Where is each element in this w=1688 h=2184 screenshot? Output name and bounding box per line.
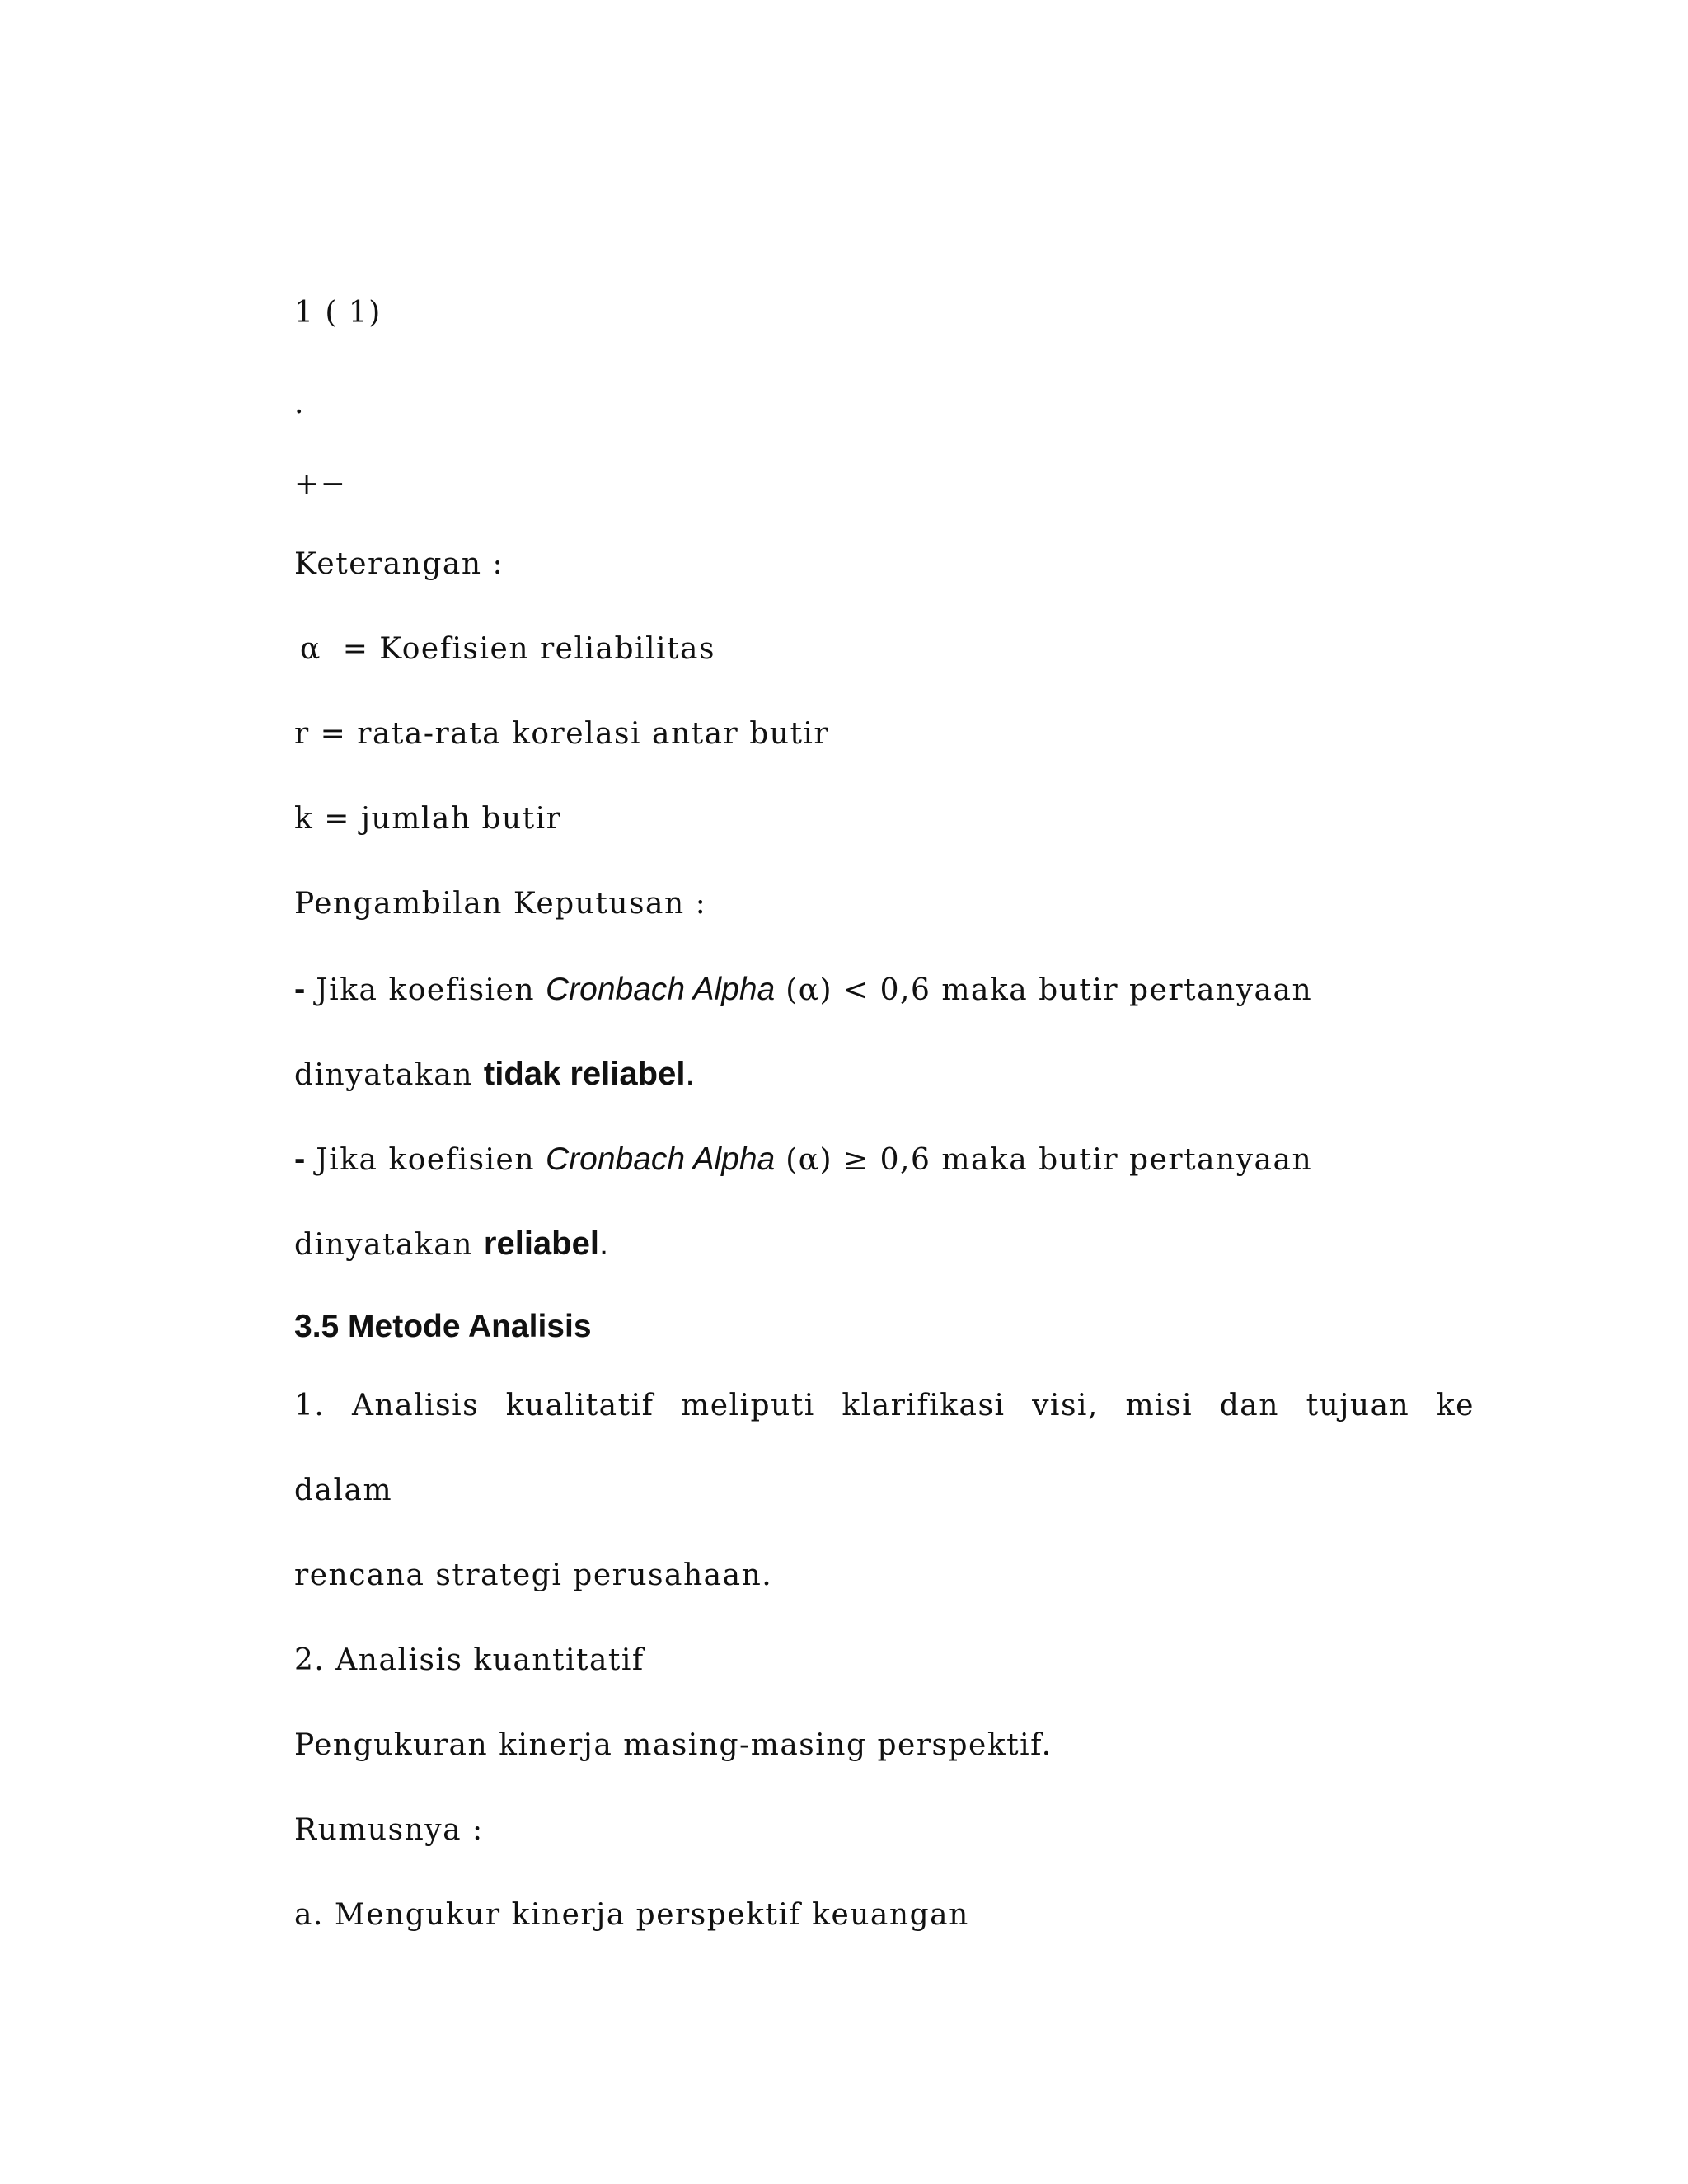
decision-title: Pengambilan Keputusan :: [294, 887, 707, 921]
formula-line-1: 1 ( 1): [294, 296, 382, 330]
item-1-word: 1.: [294, 1389, 326, 1422]
item-1-word: meliputi: [681, 1389, 815, 1422]
decision-rule-1-continuation: [294, 1056, 695, 1094]
rule-1-term: Cronbach Alpha: [546, 972, 776, 1007]
section-item-2-description: Pengukuran kinerja masing-masing perspektif.: [294, 1728, 1053, 1762]
item-1-word: kualitatif: [505, 1389, 654, 1422]
decision-rule-2-continuation: [294, 1226, 608, 1263]
item-1-word: tujuan: [1306, 1389, 1410, 1422]
rule-2-lead: Jika koefisien: [305, 1143, 546, 1177]
rule-2-condition: (α) ≥ 0,6 maka butir pertanyaan: [775, 1143, 1313, 1177]
rule-1-condition: (α) < 0,6 maka butir pertanyaan: [775, 973, 1313, 1007]
rule-1-cont: dinyatakan: [294, 1058, 484, 1092]
decision-rule-1: [294, 971, 1312, 1009]
item-1-word: ke: [1436, 1389, 1475, 1422]
formula-label: Rumusnya :: [294, 1813, 484, 1847]
legend-alpha-definition: α = Koefisien reliabilitas: [300, 632, 715, 666]
decision-rule-2: [294, 1141, 1312, 1179]
rule-2-dash: -: [294, 1141, 306, 1177]
section-item-a: a. Mengukur kinerja perspektif keuangan: [294, 1898, 969, 1932]
rule-2-term: Cronbach Alpha: [546, 1141, 776, 1177]
rule-1-end: .: [685, 1056, 695, 1092]
section-item-1-continuation: dalam: [294, 1474, 393, 1507]
formula-line-2: .: [294, 387, 305, 420]
section-heading: 3.5 Metode Analisis: [294, 1309, 592, 1344]
rule-2-result: reliabel: [483, 1226, 599, 1262]
rule-1-lead: Jika koefisien: [305, 973, 546, 1007]
legend-k-definition: k = jumlah butir: [294, 802, 562, 836]
legend-r-definition: r = rata-rata korelasi antar butir: [294, 717, 830, 751]
rule-1-result: tidak reliabel: [483, 1056, 686, 1092]
section-item-1-continuation-2: rencana strategi perusahaan.: [294, 1558, 773, 1592]
rule-2-cont: dinyatakan: [294, 1228, 484, 1262]
section-item-2: 2. Analisis kuantitatif: [294, 1643, 645, 1677]
section-item-1: [294, 1388, 1475, 1424]
legend-title: Keterangan :: [294, 547, 504, 581]
item-1-word: dan: [1219, 1389, 1279, 1422]
item-1-word: misi: [1125, 1389, 1193, 1422]
rule-1-dash: -: [294, 971, 306, 1007]
item-1-word: Analisis: [351, 1389, 480, 1422]
rule-2-end: .: [598, 1226, 609, 1262]
item-1-word: visi,: [1032, 1389, 1099, 1422]
item-1-word: klarifikasi: [842, 1389, 1006, 1422]
formula-line-3: +−: [294, 467, 347, 501]
